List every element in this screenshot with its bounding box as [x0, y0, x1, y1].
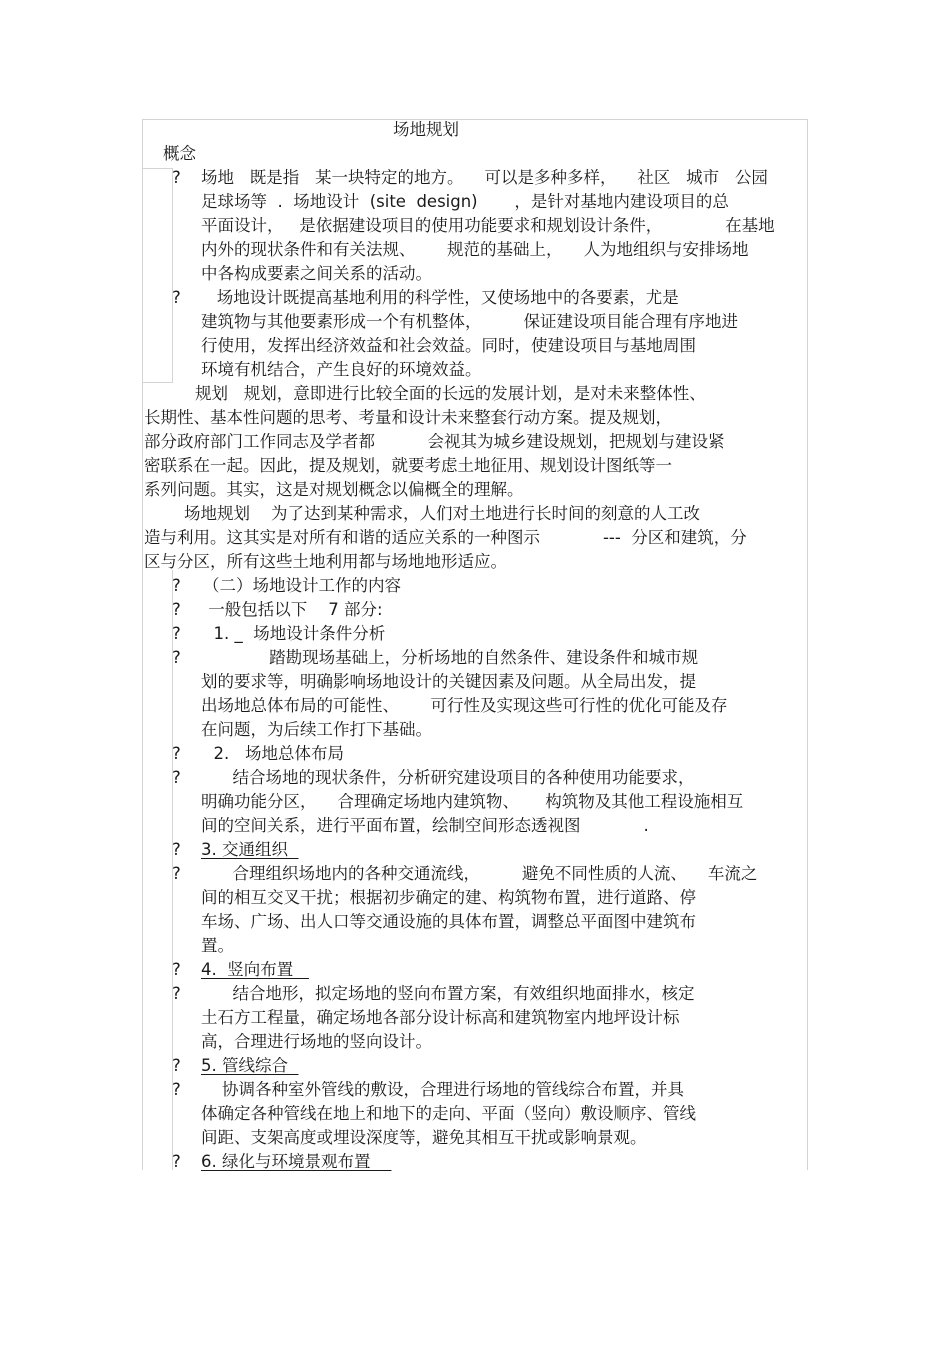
bullet-marker: ?	[172, 744, 181, 763]
text-line: 一般包括以下 7 部分:	[203, 600, 383, 619]
bullet-marker: ?	[172, 288, 181, 307]
text-line: 踏勘现场基础上，分析场地的自然条件、建设条件和城市规	[201, 648, 699, 667]
text-line: 规划 规划，意即进行比较全面的长远的发展计划，是对未来整体性、	[195, 384, 706, 403]
bullet-marker: ?	[172, 1080, 181, 1099]
item-heading: 1. _ 场地设计条件分析	[203, 624, 386, 643]
text-line: 行使用，发挥出经济效益和社会效益。同时，使建设项目与基地周围	[201, 336, 696, 355]
bullet-marker: ?	[172, 576, 181, 595]
bullet-marker: ?	[172, 1152, 181, 1171]
bullet-marker: ?	[172, 768, 181, 787]
text-line: 密联系在一起。因此，提及规划，就要考虑土地征用、规划设计图纸等一	[144, 456, 672, 475]
text-line: 区与分区，所有这些土地利用都与场地地形适应。	[144, 552, 507, 571]
bullet-marker: ?	[172, 168, 181, 187]
item-heading: 4. 竖向布置	[201, 960, 309, 979]
bullet-marker: ?	[172, 960, 181, 979]
text-line: 间的相互交叉干扰；根据初步确定的建、构筑物布置，进行道路、停	[201, 888, 696, 907]
divider-line	[142, 168, 172, 169]
text-line: 中各构成要素之间关系的活动。	[201, 264, 432, 283]
text-line: 足球场等 . 场地设计 (site design) ，是针对基地内建设项目的总	[201, 192, 729, 211]
text-line: 长期性、基本性问题的思考、考量和设计未来整套行动方案。提及规划，	[144, 408, 672, 427]
bullet-marker: ?	[172, 840, 181, 859]
text-line: 高，合理进行场地的竖向设计。	[201, 1032, 432, 1051]
text-line: 结合地形，拟定场地的竖向布置方案，有效组织地面排水，核定	[201, 984, 695, 1003]
text-line: 置。	[201, 936, 234, 955]
text-line: 结合场地的现状条件，分析研究建设项目的各种使用功能要求，	[201, 768, 695, 787]
item-heading: 3. 交通组织	[201, 840, 299, 859]
text-line: 划的要求等，明确影响场地设计的关键因素及问题。从全局出发，提	[201, 672, 696, 691]
text-line: 间的空间关系，进行平面布置，绘制空间形态透视图 .	[201, 816, 649, 835]
page-title: 场地规划	[393, 120, 459, 139]
divider-line	[142, 382, 172, 383]
text-line: 土石方工程量，确定场地各部分设计标高和建筑物室内地坪设计标	[201, 1008, 680, 1027]
bullet-marker: ?	[172, 648, 181, 667]
item-heading: 6. 绿化与环境景观布置	[201, 1152, 392, 1171]
bullet-marker: ?	[172, 624, 181, 643]
section-heading: （二）场地设计工作的内容	[203, 576, 401, 595]
bullet-marker: ?	[172, 1056, 181, 1075]
text-line: 建筑物与其他要素形成一个有机整体， 保证建设项目能合理有序地进	[201, 312, 738, 331]
text-line: 场地设计既提高基地利用的科学性，又使场地中的各要素，尤是	[201, 288, 679, 307]
item-heading: 5. 管线综合	[201, 1056, 299, 1075]
text-line: 场地规划 为了达到某种需求，人们对土地进行长时间的刻意的人工改	[184, 504, 700, 523]
text-line: 场地 既是指 某一块特定的地方。 可以是多种多样， 社区 城市 公园	[201, 168, 768, 187]
text-line: 明确功能分区， 合理确定场地内建筑物、 构筑物及其他工程设施相互	[201, 792, 744, 811]
text-line: 出场地总体布局的可能性、 可行性及实现这些可行性的优化可能及存	[201, 696, 728, 715]
bullet-marker: ?	[172, 600, 181, 619]
text-line: 合理组织场地内的各种交通流线， 避免不同性质的人流、 车流之	[201, 864, 758, 883]
text-line: 环境有机结合，产生良好的环境效益。	[201, 360, 482, 379]
section-heading: 概念	[163, 144, 196, 163]
text-line: 车场、广场、出人口等交通设施的具体布置，调整总平面图中建筑布	[201, 912, 696, 931]
text-line: 在问题，为后续工作打下基础。	[201, 720, 432, 739]
text-line: 体确定各种管线在地上和地下的走向、平面（竖向）敷设顺序、管线	[201, 1104, 696, 1123]
text-line: 平面设计， 是依据建设项目的使用功能要求和规划设计条件， 在基地	[201, 216, 775, 235]
text-line: 间距、支架高度或埋设深度等，避免其相互干扰或影响景观。	[201, 1128, 647, 1147]
text-line: 系列问题。其实，这是对规划概念以偏概全的理解。	[144, 480, 524, 499]
bullet-marker: ?	[172, 864, 181, 883]
bullet-marker: ?	[172, 984, 181, 1003]
item-heading: 2. 场地总体布局	[203, 744, 344, 763]
text-line: 造与利用。这其实是对所有和谐的适应关系的一种图示 --- 分区和建筑，分	[144, 528, 747, 547]
text-line: 协调各种室外管线的敷设，合理进行场地的管线综合布置，并具	[201, 1080, 684, 1099]
text-line: 部分政府部门工作同志及学者都 会视其为城乡建设规划，把规划与建设紧	[144, 432, 725, 451]
divider-line	[172, 168, 173, 383]
text-line: 内外的现状条件和有关法规、 规范的基础上， 人为地组织与安排场地	[201, 240, 749, 259]
